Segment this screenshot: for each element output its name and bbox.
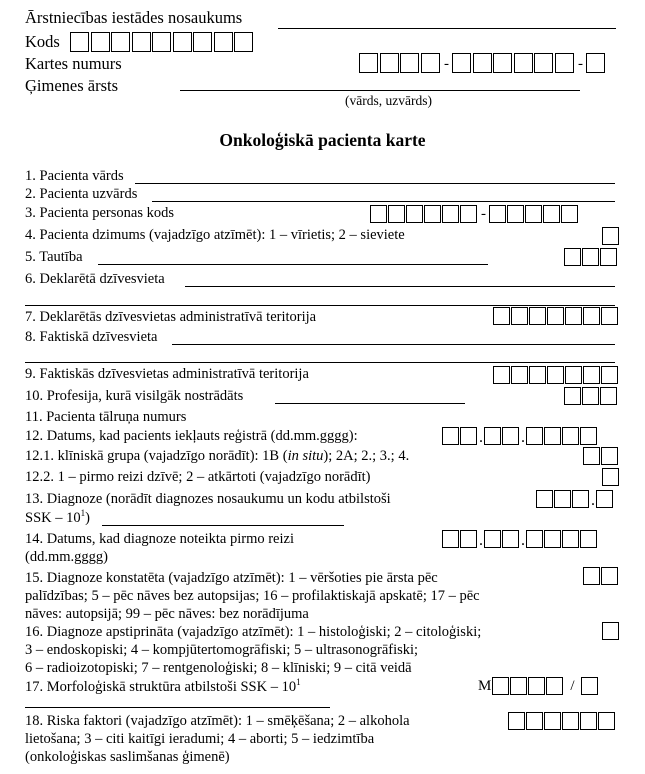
field-12-label: 12. Datums, kad pacients iekļauts reģistrā (dd.mm.gggg):: [25, 428, 358, 444]
morphology-boxes[interactable]: [478, 677, 599, 695]
date-box[interactable]: [580, 530, 597, 548]
field-13-label-line2: [25, 510, 90, 527]
date-box[interactable]: [502, 427, 519, 445]
morphology-box[interactable]: [581, 677, 598, 695]
field-16-label-line2: 3 – endoskopiski; 4 – kompjūtertomogrāfiski; 5 – ultrasonogrāfiski;: [25, 642, 419, 658]
date-box[interactable]: [544, 427, 561, 445]
morphology-box[interactable]: [528, 677, 545, 695]
personal-code-box[interactable]: [543, 205, 560, 223]
field-17-text: 17. Morfoloģiskā struktūra atbilstoši SSK – 10: [25, 679, 297, 695]
field-6-input[interactable]: [185, 286, 615, 287]
date-dot: .: [479, 532, 483, 549]
personal-code-box[interactable]: [424, 205, 441, 223]
gender-box[interactable]: [602, 227, 619, 245]
page-title: Onkoloģiskā pacienta karte: [219, 130, 426, 150]
diagnosis-code-box[interactable]: [596, 490, 613, 508]
code-digit-box[interactable]: [152, 32, 171, 52]
card-digit-box[interactable]: [473, 53, 492, 73]
date-box[interactable]: [460, 427, 477, 445]
personal-code-box[interactable]: [388, 205, 405, 223]
field-13-input[interactable]: [102, 525, 344, 526]
personal-code-box[interactable]: [525, 205, 542, 223]
territory-box[interactable]: [529, 307, 546, 325]
risk-factor-box[interactable]: [508, 712, 525, 730]
field-5-label: 5. Tautība: [25, 249, 83, 265]
card-digit-box[interactable]: [452, 53, 471, 73]
personal-code-box[interactable]: [406, 205, 423, 223]
card-digit-box[interactable]: [555, 53, 574, 73]
card-dash: -: [578, 56, 583, 72]
risk-factor-box[interactable]: [562, 712, 579, 730]
date-box[interactable]: [442, 427, 459, 445]
field-13-sup: 1: [80, 508, 86, 519]
field-7-label: 7. Deklarētās dzīvesvietas administratīvā teritorija: [25, 309, 317, 325]
family-doctor-input[interactable]: [180, 90, 580, 91]
risk-factor-box[interactable]: [580, 712, 597, 730]
field-11-label: 11. Pacienta tālruņa numurs: [25, 409, 187, 425]
card-digit-box[interactable]: [359, 53, 378, 73]
card-number-label: Kartes numurs: [25, 54, 122, 73]
territory-box[interactable]: [547, 366, 564, 384]
field-10-label: 10. Profesija, kurā visilgāk nostrādāts: [25, 388, 244, 404]
card-digit-box[interactable]: [514, 53, 533, 73]
date-box[interactable]: [580, 427, 597, 445]
field-13-ssk: SSK – 10: [25, 510, 81, 526]
field-16-label-line1: 16. Diagnoze apstiprināta (vajadzīgo atzīmēt): 1 – histoloģiski; 2 – citoloģiski;: [25, 624, 482, 640]
profession-box[interactable]: [564, 387, 581, 405]
code-label: Kods: [25, 32, 60, 51]
risk-factor-box[interactable]: [526, 712, 543, 730]
territory-box[interactable]: [493, 366, 510, 384]
declared-territory-boxes[interactable]: [493, 307, 619, 325]
territory-box[interactable]: [565, 366, 582, 384]
personal-code-box[interactable]: [561, 205, 578, 223]
field-12-1-italic: in situ: [287, 448, 324, 464]
nationality-box[interactable]: [600, 248, 617, 266]
institution-input[interactable]: [278, 28, 616, 29]
confirmation-box[interactable]: [602, 622, 619, 640]
personal-code-box[interactable]: [507, 205, 524, 223]
date-box[interactable]: [460, 530, 477, 548]
field-6-input-extra[interactable]: [25, 305, 615, 306]
code-digit-box[interactable]: [132, 32, 151, 52]
date-box[interactable]: [526, 530, 543, 548]
nationality-boxes[interactable]: [564, 248, 618, 266]
diagnosis-code-box[interactable]: [572, 490, 589, 508]
field-2-label: 2. Pacienta uzvārds: [25, 186, 138, 202]
first-time-box[interactable]: [602, 468, 619, 486]
institution-label: Ārstniecības iestādes nosaukums: [25, 8, 243, 27]
profession-box[interactable]: [582, 387, 599, 405]
field-18-label-line2: lietošana; 3 – citi kaitīgi ieradumi; 4 – aborti; 5 – iedzimtība: [25, 731, 375, 747]
diagnosis-code-box[interactable]: [554, 490, 571, 508]
morphology-box[interactable]: [546, 677, 563, 695]
code-digit-box[interactable]: [214, 32, 233, 52]
diagnosis-code-box[interactable]: [536, 490, 553, 508]
personal-code-box[interactable]: [442, 205, 459, 223]
card-digit-box[interactable]: [380, 53, 399, 73]
field-12-1-label: [25, 448, 409, 465]
field-5-input[interactable]: [98, 264, 488, 265]
field-1-label: 1. Pacienta vārds: [25, 168, 124, 184]
detection-box[interactable]: [601, 567, 618, 585]
territory-box[interactable]: [547, 307, 564, 325]
morphology-box[interactable]: [510, 677, 527, 695]
nationality-box[interactable]: [564, 248, 581, 266]
field-9-label: 9. Faktiskās dzīvesvietas administratīvā teritorija: [25, 366, 309, 382]
territory-box[interactable]: [511, 366, 528, 384]
clinical-group-boxes[interactable]: [583, 447, 619, 465]
date-box[interactable]: [544, 530, 561, 548]
profession-box[interactable]: [600, 387, 617, 405]
field-4-label: 4. Pacienta dzimums (vajadzīgo atzīmēt): 1 – vīrietis; 2 – sieviete: [25, 227, 405, 243]
field-14-label-line2: (dd.mm.gggg): [25, 549, 108, 565]
diagnosis-dot: .: [591, 492, 595, 509]
territory-box[interactable]: [511, 307, 528, 325]
actual-territory-boxes[interactable]: [493, 366, 619, 384]
card-dash: -: [444, 56, 449, 72]
card-digit-box[interactable]: [493, 53, 512, 73]
date-dot: .: [479, 429, 483, 446]
field-12-1-text-a: 12.1. klīniskā grupa (vajadzīgo norādīt): 1B (: [25, 448, 288, 464]
family-doctor-hint: (vārds, uzvārds): [345, 93, 432, 108]
date-box[interactable]: [562, 427, 579, 445]
date-box[interactable]: [484, 530, 501, 548]
field-15-label-line2: palīdzības; 5 – pēc nāves bez autopsijas; 16 – profilaktiskajā apskatē; 17 – pēc: [25, 588, 480, 604]
field-16-label-line3: 6 – radioizotopiski; 7 – rentgenoloģiski; 8 – klīniski; 9 – citā veidā: [25, 660, 412, 676]
diagnosis-date-boxes[interactable]: [442, 530, 598, 548]
code-boxes[interactable]: [70, 32, 255, 52]
field-8-input[interactable]: [172, 344, 615, 345]
field-1-input[interactable]: [135, 183, 615, 184]
field-6-label: 6. Deklarētā dzīvesvieta: [25, 271, 165, 287]
territory-box[interactable]: [493, 307, 510, 325]
code-digit-box[interactable]: [234, 32, 253, 52]
code-digit-box[interactable]: [173, 32, 192, 52]
field-15-label-line1: 15. Diagnoze konstatēta (vajadzīgo atzīmēt): 1 – vēršoties pie ārsta pēc: [25, 570, 438, 586]
field-14-label-line1: 14. Datums, kad diagnoze noteikta pirmo reizi: [25, 531, 294, 547]
field-8-input-extra[interactable]: [25, 362, 615, 363]
personal-code-box[interactable]: [370, 205, 387, 223]
field-17-sup: 1: [296, 677, 301, 688]
profession-boxes[interactable]: [564, 387, 618, 405]
field-18-label-line3: (onkoloģiskas saslimšanas ģimenē): [25, 749, 230, 765]
morphology-box[interactable]: [492, 677, 509, 695]
code-digit-box[interactable]: [91, 32, 110, 52]
field-8-label: 8. Faktiskā dzīvesvieta: [25, 329, 158, 345]
date-dot: .: [521, 532, 525, 549]
clinical-group-box[interactable]: [583, 447, 600, 465]
detection-box[interactable]: [583, 567, 600, 585]
clinical-group-box[interactable]: [601, 447, 618, 465]
card-digit-box[interactable]: [534, 53, 553, 73]
personal-code-dash: -: [481, 206, 486, 222]
detection-boxes[interactable]: [583, 567, 619, 585]
date-box[interactable]: [526, 427, 543, 445]
date-box[interactable]: [562, 530, 579, 548]
date-box[interactable]: [484, 427, 501, 445]
field-15-label-line3: nāves: autopsijā; 99 – pēc nāves: bez norādījuma: [25, 606, 309, 622]
risk-factor-boxes[interactable]: [508, 712, 616, 730]
personal-code-box[interactable]: [460, 205, 477, 223]
territory-box[interactable]: [529, 366, 546, 384]
field-18-label-line1: 18. Riska faktori (vajadzīgo atzīmēt): 1 – smēķēšana; 2 – alkohola: [25, 713, 410, 729]
code-digit-box[interactable]: [193, 32, 212, 52]
date-box[interactable]: [502, 530, 519, 548]
field-2-input[interactable]: [152, 201, 615, 202]
gender-box-group[interactable]: [602, 227, 620, 245]
card-digit-box[interactable]: [421, 53, 440, 73]
field-13-close: ): [85, 510, 90, 526]
confirmation-box-group[interactable]: [602, 622, 620, 640]
risk-factor-box[interactable]: [598, 712, 615, 730]
territory-box[interactable]: [583, 307, 600, 325]
personal-code-box[interactable]: [489, 205, 506, 223]
diagnosis-code-boxes[interactable]: [536, 490, 614, 508]
field-17-input[interactable]: [25, 707, 330, 708]
field-3-label: 3. Pacienta personas kods: [25, 205, 174, 221]
family-doctor-label: Ģimenes ārsts: [25, 76, 119, 95]
field-17-label: [25, 679, 301, 696]
registry-date-boxes[interactable]: [442, 427, 598, 445]
first-time-box-group[interactable]: [602, 468, 620, 486]
nationality-box[interactable]: [582, 248, 599, 266]
code-digit-box[interactable]: [70, 32, 89, 52]
date-box[interactable]: [442, 530, 459, 548]
territory-box[interactable]: [565, 307, 582, 325]
card-digit-box[interactable]: [586, 53, 605, 73]
territory-box[interactable]: [601, 366, 618, 384]
personal-code-boxes[interactable]: [370, 205, 579, 223]
risk-factor-box[interactable]: [544, 712, 561, 730]
card-digit-box[interactable]: [400, 53, 419, 73]
territory-box[interactable]: [601, 307, 618, 325]
field-12-2-label: 12.2. 1 – pirmo reizi dzīvē; 2 – atkārtoti (vajadzīgo norādīt): [25, 469, 371, 485]
territory-box[interactable]: [583, 366, 600, 384]
morphology-slash: /: [570, 678, 575, 694]
field-13-label-line1: 13. Diagnoze (norādīt diagnozes nosaukumu un kodu atbilstoši: [25, 491, 391, 507]
field-12-1-text-c: ); 2A; 2.; 3.; 4.: [323, 448, 410, 464]
morphology-prefix: M: [478, 678, 492, 694]
code-digit-box[interactable]: [111, 32, 130, 52]
date-dot: .: [521, 429, 525, 446]
card-number-boxes[interactable]: [359, 53, 607, 73]
field-10-input[interactable]: [275, 403, 465, 404]
